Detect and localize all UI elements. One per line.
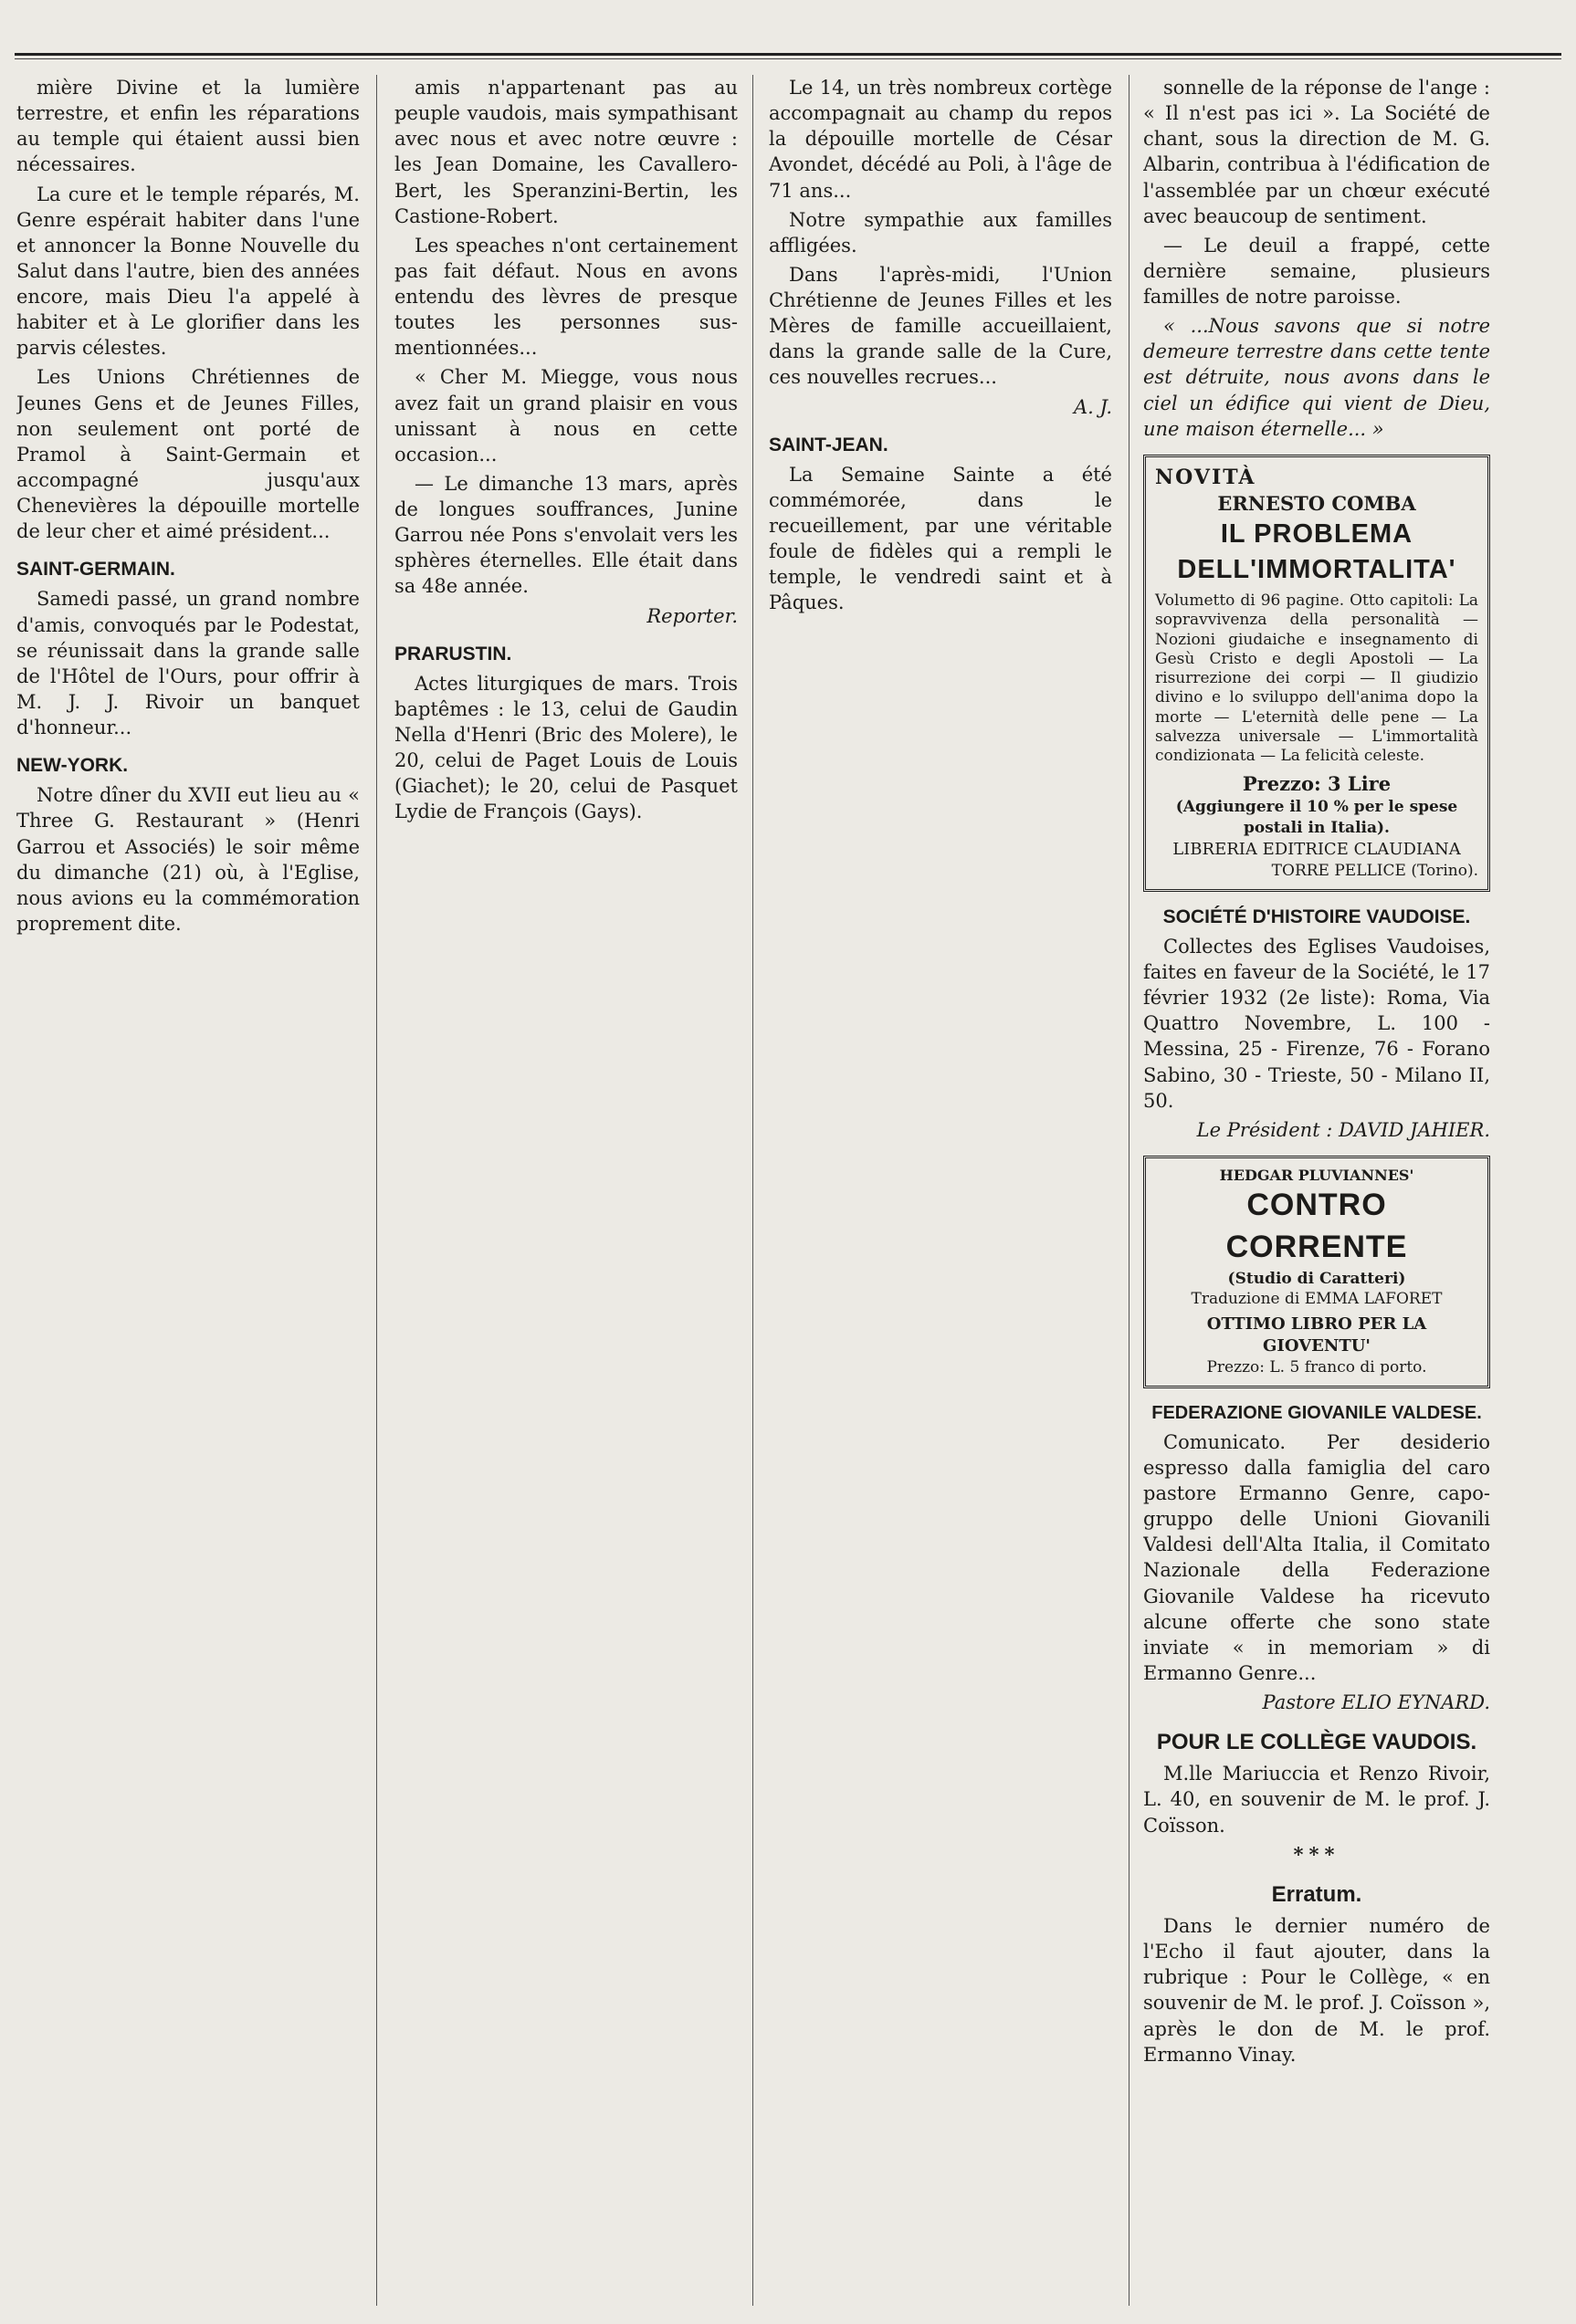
paragraph: Collectes des Eglises Vaudoises, faites en faveur de la Société, le 17 février 1932 (2e liste): Roma, Via Quattro Novembre, L. 100 - Messina, 25 - Firenze, 76 - Forano Sabino, 30 - Trieste, 50 - Milano II, 50. — [1143, 935, 1490, 1112]
ad-price: Prezzo: L. 5 franco di porto. — [1206, 1358, 1427, 1377]
ad-author: ERNESTO COMBA — [1217, 492, 1416, 516]
section-heading: FEDERAZIONE GIOVANILE VALDESE. — [1151, 1403, 1482, 1424]
separator-stars: *** — [1293, 1842, 1340, 1866]
paragraph: Le 14, un très nombreux cortège accompagnait au champ du repos la dépouille mortelle de César Avondet, décédé au Poli, à l'âge de 71 ans... — [769, 77, 1112, 202]
signature: Le Président : DAVID JAHIER. — [1196, 1118, 1490, 1141]
paragraph: Comunicato. Per desiderio espresso dalla famiglia del caro pastore Ermanno Genre, capo-gruppo delle Unioni Giovanili Valdesi dell'Alta Italia, il Comitato Nazionale della Federazione Giovanile Valdese ha ricevuto alcune offerte che sono state inviate « in memoriam » di Ermanno Genre... — [1143, 1430, 1490, 1684]
ad-description: Volumetto di 96 pagine. Otto capitoli: La sopravvivenza della personalità — Nozioni giudaiche e insegnamento di Gesù Cristo e degli Apostoli — La risurrezione dei corpi — Il giudizio divino e lo sviluppo dell'anima dopo la morte — L'eternità delle pene — La salvezza universale — L'immortalità condizionata — La felicità celeste. — [1155, 591, 1478, 766]
column-divider — [376, 75, 377, 2306]
ad-tag: NOVITÀ — [1155, 465, 1256, 489]
paragraph: Dans l'après-midi, l'Union Chrétienne de Jeunes Filles et les Mères de famille accueillaient, dans la grande salle de la Cure, ces nouvelles recrues... — [769, 263, 1112, 389]
ad-place: TORRE PELLICE (Torino). — [1271, 862, 1478, 881]
paragraph: « Cher M. Miegge, vous nous avez fait un grand plaisir en vous unissant à nous en cette occasion... — [394, 366, 738, 466]
paragraph: Les Unions Chrétiennes de Jeunes Gens et de Jeunes Filles, non seulement ont porté de Pramol à Saint-Germain et accompagné jusqu'aux Chenevières la dépouille mortelle de leur cher et aimé président... — [16, 366, 360, 543]
ad-price: Prezzo: 3 Lire — [1242, 772, 1392, 796]
section-heading: SAINT-GERMAIN. — [16, 559, 175, 581]
section-heading: SOCIÉTÉ D'HISTOIRE VAUDOISE. — [1162, 906, 1471, 927]
paragraph: Dans le dernier numéro de l'Echo il faut ajouter, dans la rubrique : Pour le Collège, « en souvenir de M. le prof. J. Coïsson », après le don de M. le prof. Ermanno Vinay. — [1143, 1915, 1490, 2066]
paragraph: Actes liturgiques de mars. Trois baptêmes : le 13, celui de Gaudin Nella d'Henri (Bric des Molere), le 20, celui de Paget Louis de Louis (Giachet); le 20, celui de Pasquet Lydie de François (Gays). — [394, 672, 738, 823]
paragraph: La Semaine Sainte a été commémorée, dans le recueillement, par une véritable foule de fidèles qui a rempli le temple, le vendredi saint et à Pâques. — [769, 463, 1112, 614]
signature: Pastore ELIO EYNARD. — [1262, 1691, 1490, 1714]
paragraph: Notre dîner du XVII eut lieu au « Three G. Restaurant » (Henri Garrou et Associés) le soir même du dimanche (21) où, à l'Eglise, nous avions eu la commémoration proprement dite. — [16, 784, 360, 935]
ad-seller: LIBRERIA EDITRICE CLAUDIANA — [1172, 839, 1461, 859]
signature: Reporter. — [646, 604, 738, 627]
paragraph: — Le deuil a frappé, cette dernière semaine, plusieurs familles de notre paroisse. — [1143, 234, 1490, 308]
paragraph: La cure et le temple réparés, M. Genre espérait habiter dans l'une et annoncer la Bonne Nouvelle du Salut dans l'autre, bien des années encore, mais Dieu l'a appelé à habiter et à Le glorifier dans les parvis célestes. — [16, 183, 360, 360]
paragraph: Les speaches n'ont certainement pas fait défaut. Nous en avons entendu des lèvres de presque toutes les personnes sus-mentionnées... — [394, 234, 738, 360]
column-4 — [1143, 75, 1490, 2306]
paragraph: Samedi passé, un grand nombre d'amis, convoqués par le Podestat, se réunissait dans la grande salle de l'Hôtel de l'Ours, pour offrir à M. J. J. Rivoir un banquet d'honneur... — [16, 588, 360, 738]
ad-author: HEDGAR PLUVIANNES' — [1219, 1166, 1414, 1184]
section-heading: NEW-YORK. — [16, 755, 129, 777]
ad-subtitle: (Studio di Caratteri) — [1227, 1269, 1406, 1288]
ad-title: IL PROBLEMA DELL'IMMORTALITA' — [1177, 519, 1456, 585]
paragraph: mière Divine et la lumière terrestre, et enfin les réparations au temple qui étaient aussi bien nécessaires. — [16, 77, 360, 176]
ad-translator: Traduzione di EMMA LAFORET — [1191, 1290, 1443, 1309]
ad-slogan: OTTIMO LIBRO PER LA GIOVENTU' — [1206, 1314, 1427, 1356]
signature: A. J. — [1074, 395, 1112, 418]
column-1 — [16, 75, 360, 2306]
ad-title: CONTRO CORRENTE — [1225, 1188, 1408, 1264]
quote: « ...Nous savons que si notre demeure terrestre dans cette tente est détruite, nous avons dans le ciel un édifice qui vient de Dieu, une maison éternelle... » — [1143, 315, 1490, 440]
section-heading: POUR LE COLLÈGE VAUDOIS. — [1156, 1730, 1477, 1755]
section-heading: Erratum. — [1271, 1881, 1362, 1907]
ad-note: (Aggiungere il 10 % per le spese postali in Italia). — [1175, 798, 1458, 838]
paragraph: Notre sympathie aux familles affligées. — [769, 208, 1112, 256]
book-advertisement — [1143, 455, 1490, 892]
column-3 — [769, 75, 1112, 2306]
book-advertisement — [1143, 1156, 1490, 1388]
section-heading: SAINT-JEAN. — [769, 434, 888, 455]
column-2 — [394, 75, 738, 2306]
top-rule — [15, 53, 1561, 56]
paragraph: — Le dimanche 13 mars, après de longues souffrances, Junine Garrou née Pons s'envolait vers les sphères éternelles. Elle était dans sa 48e année. — [394, 472, 738, 598]
section-heading: PRARUSTIN. — [394, 643, 512, 665]
paragraph: amis n'appartenant pas au peuple vaudois, mais sympathisant avec nous et avec notre œuvre : les Jean Domaine, les Cavallero-Bert, les Speranzini-Bertin, les Castione-Robert. — [394, 77, 738, 227]
paragraph: M.lle Mariuccia et Renzo Rivoir, L. 40, en souvenir de M. le prof. J. Coïsson. — [1143, 1763, 1490, 1837]
column-divider — [752, 75, 753, 2306]
paragraph: sonnelle de la réponse de l'ange : « Il n'est pas ici ». La Société de chant, sous la direction de M. G. Albarin, contribua à l'édification de l'assemblée par un chœur exécuté avec beaucoup de sentiment. — [1143, 77, 1490, 227]
top-rule-thin — [15, 58, 1561, 59]
